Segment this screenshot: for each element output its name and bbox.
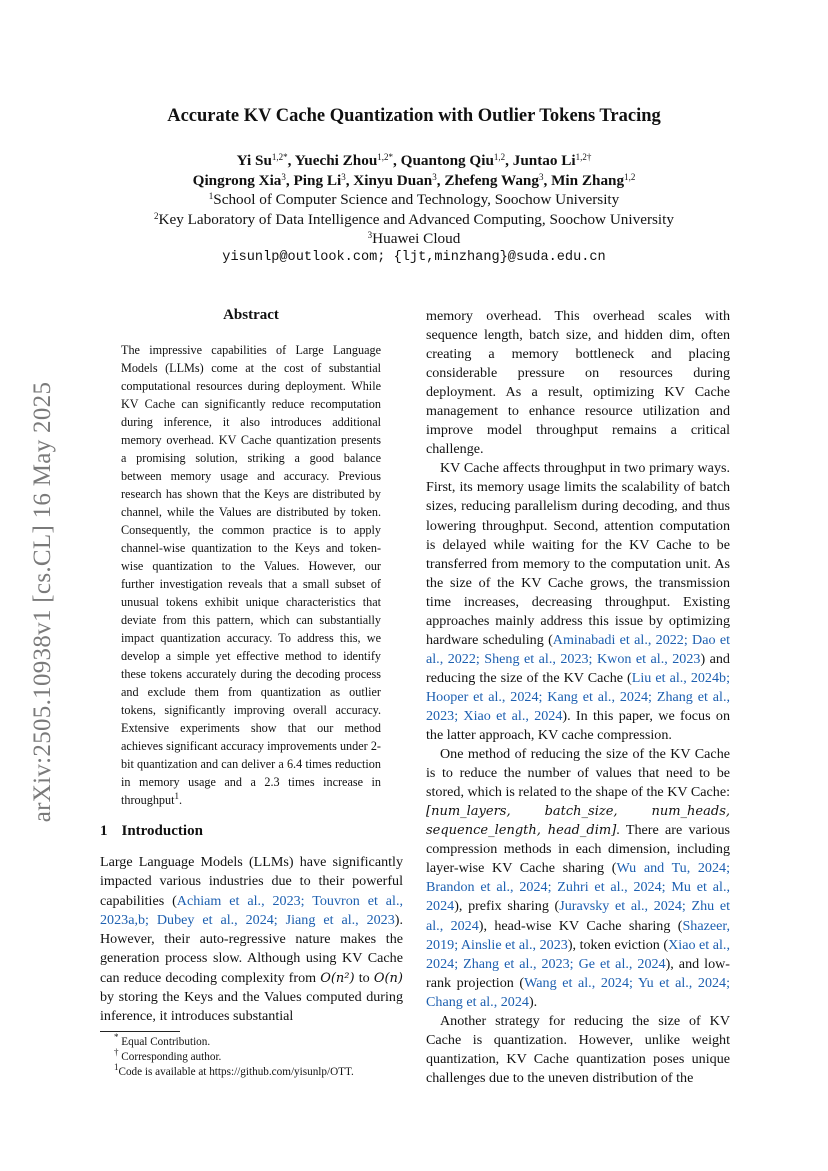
affiliation-text: Huawei Cloud — [372, 230, 461, 247]
footnote-item — [100, 1032, 410, 1050]
author-name: Yuechi Zhou — [294, 152, 378, 169]
right-column — [426, 307, 730, 1088]
paragraph-text: memory overhead. This overhead scales with sequence length, batch size, and hidden dim, often creating a memory bottleneck and placing considerable pressure on resources during deployment. As a result, optimizing KV Cache management to enhance resource utilization and improve model throughput remains a critical challenge. — [426, 308, 730, 458]
paragraph-text: Another strategy for reducing the size of KV Cache is quantization. However, unlike weight quantization, KV Cache quantization poses unique challenges due to the uneven distribution of the — [426, 1012, 730, 1086]
paragraph-text: One method of reducing the size of the KV Cache is to reduce the number of values that need to be stored, which is related to the shape of the KV Cache: — [426, 746, 730, 801]
author-name: Ping Li — [293, 172, 342, 189]
footnote-mark: 1 — [114, 1062, 119, 1072]
authors-line-2: Qingrong Xia$^3$, Ping Li$^3$, Xinyu Duan$^3$, Zhefeng Wang$^3$, Min Zhang$^{1,2}$ — [192, 172, 636, 189]
paragraph-text: KV Cache affects throughput in two primary ways. First, its memory usage limits the scalability of batch sizes, reducing parallelism during decoding, and thus lowering throughput. Second, attention computation is delayed while waiting for the KV Cache to be transferred from memory to the computation unit. As the size of the KV Cache grows, the transmission time increases, decreasing throughput. Existing approaches mainly address this issue by optimizing hardware scheduling ( — [426, 460, 730, 648]
intro-text: by storing the Keys and the Values computed during inference, it introduces substantial — [100, 989, 403, 1025]
footnote-text: Equal Contribution. — [121, 1036, 211, 1048]
authors-line-1: Yi $Su^{1,2*}$, Yuechi Zhou$^{1,2*}$, Quantong Qiu$^{1,2}$, Juntao $Li^{1,2\dagger}$ — [236, 152, 592, 169]
author-affiliation-mark: 1,2* — [377, 152, 394, 162]
author-name: Zhefeng Wang — [444, 172, 539, 189]
footnote-item — [100, 1062, 410, 1080]
intro-paragraph — [100, 853, 403, 1027]
citation-link[interactable]: Wu and Tu, 2024; Brandon et al., 2024; Zuhri et al., 2024; Mu et al., 2024 — [426, 860, 730, 915]
author-affiliation-mark: 3 — [341, 172, 346, 182]
abstract-body: The impressive capabilities of Large Language Models (LLMs) come at the cost of substantial computational resources during deployment. While KV Cache can significantly reduce recomputation during inference, it also introduces additional memory overhead. KV Cache quantization presents a promising solution, striking a good balance between memory usage and accuracy. Previous research has shown that the Keys are distributed by channel, while the Values are distributed by token. Consequently, the common practice is to apply channel-wise quantization to the Keys and token-wise quantization to the Values. However, our further investigation reveals that a small subset of unusual tokens exhibit unique characteristics that deviate from this pattern, which can substantially impact quantization accuracy. To address this, we develop a simple yet effective method to identify these tokens accurately during the decoding process and exclude them from quantization as outlier tokens, significantly improving overall accuracy. Extensive experiments show that our method achieves significant accuracy improvements under 2-bit quantization and can deliver a 6.4 times reduction in memory usage and a 2.3 times increase in throughput$^1$. — [121, 343, 381, 807]
author-affiliation-mark: 1,2 — [624, 172, 636, 182]
footnote-rule — [100, 1031, 180, 1032]
affiliation-text: Key Laboratory of Data Intelligence and Advanced Computing, Soochow University — [158, 211, 674, 228]
affiliation-mark: 2 — [154, 211, 159, 221]
section-number: 1 — [100, 823, 108, 839]
paragraph-text: ). In this paper, we focus on the latter approach, KV cache compression. — [426, 707, 730, 744]
author-affiliation-mark: 3 — [432, 172, 437, 182]
paragraph-text: ). — [528, 993, 538, 1010]
paragraph — [426, 1012, 730, 1088]
abstract-text: The impressive capabilities of Large Language Models (LLMs) come at the cost of substantial computational resources during deployment. While KV Cache can significantly reduce recomputation during inference, it also introduces additional memory overhead. KV Cache quantization presents a promising solution, striking a good balance between memory usage and accuracy. Previous research has shown that the Keys are distributed by channel, while the Values are distributed by token. Consequently, the common practice is to apply channel-wise quantization to the Keys and token-wise quantization to the Values. However, our further investigation reveals that a small subset of unusual tokens exhibit unique characteristics that deviate from this pattern, which can substantially impact quantization accuracy. To address this, we develop a simple yet effective method to identify these tokens accurately during the decoding process and exclude them from quantization as outlier tokens, significantly improving overall accuracy. Extensive experiments show that our method achieves significant accuracy improvements under 2-bit quantization and can deliver a 6.4 times reduction in memory usage and a 2.3 times increase in throughput — [121, 343, 381, 807]
affiliation-1 — [100, 191, 728, 209]
footnote-mark: † — [114, 1047, 119, 1057]
author-affiliation-mark: 1,2 — [493, 152, 506, 162]
author-name: Quantong Qiu — [400, 152, 494, 169]
paragraph — [426, 307, 730, 459]
paragraph-text: ), token eviction ( — [567, 936, 669, 953]
author-name: Min Zhang — [551, 172, 625, 189]
footnote-mark[interactable]: 1 — [174, 791, 179, 801]
footnote-text[interactable]: Code is available at https://github.com/yisunlp/OTT. — [118, 1066, 354, 1078]
abstract-heading: Abstract — [223, 307, 279, 323]
author-affiliation-mark: 1,2† — [575, 152, 592, 162]
footnotes — [100, 1032, 410, 1080]
paragraph-text: ), prefix sharing ( — [454, 898, 560, 915]
math-expression: [num_layers, batch_size, num_heads, sequence_length, head_dim] — [426, 804, 730, 839]
affiliation-text: School of Computer Science and Technology, Soochow University — [213, 191, 620, 208]
footnote-text: Corresponding author. — [121, 1051, 222, 1063]
citation-link[interactable]: Shazeer, 2019; Ainslie et al., 2023 — [426, 917, 731, 953]
math-expression: O(n²) — [320, 970, 355, 986]
intro-text: ). However, their auto-regressive nature makes the generation process slow. Although using KV Cache can reduce decoding complexity from — [100, 911, 403, 986]
paragraph-text: ), and low-rank projection ( — [426, 955, 730, 991]
citation-link[interactable]: Liu et al., 2024b; Hooper et al., 2024; Kang et al., 2024; Zhang et al., 2023; Xiao et al., 2024 — [426, 669, 730, 724]
citation-link[interactable]: Achiam et al., 2023; Touvron et al., 2023a,b; Dubey et al., 2024; Jiang et al., 2023 — [100, 892, 403, 928]
citation-link[interactable]: Aminabadi et al., 2022; Dao et al., 2022; Sheng et al., 2023; Kwon et al., 2023 — [426, 631, 730, 667]
citation-link[interactable]: Xiao et al., 2024; Zhang et al., 2023; Ge et al., 2024 — [426, 936, 730, 972]
author-name: Xinyu Duan — [353, 172, 433, 189]
affiliation-mark: 3 — [367, 230, 373, 240]
author-name: Juntao Li — [512, 152, 576, 169]
footnote-mark: * — [114, 1032, 119, 1042]
author-affiliation-mark: 3 — [538, 172, 544, 182]
paragraph-text: ) and reducing the size of the KV Cache ( — [426, 650, 730, 686]
paragraph — [426, 459, 730, 745]
affiliation-2 — [100, 211, 728, 229]
author-affiliation-mark: 3 — [281, 172, 286, 182]
citation-link[interactable]: Juravsky et al., 2024; Zhu et al., 2024 — [426, 898, 731, 934]
paper-title: Accurate KV Cache Quantization with Outlier Tokens Tracing — [167, 106, 661, 126]
author-email[interactable]: yisunlp@outlook.com; {ljt,minzhang}@suda.edu.cn — [222, 250, 606, 265]
affiliation-3 — [100, 230, 728, 248]
paragraph — [426, 745, 730, 1012]
affiliation-mark: 1 — [208, 191, 214, 201]
section-heading-introduction — [100, 823, 203, 840]
author-name: Qingrong Xia — [192, 172, 282, 189]
math-expression: O(n) — [373, 970, 403, 986]
paragraph-text: . There are various compression methods in each dimension, including layer-wise KV Cache sharing ( — [426, 822, 730, 877]
arxiv-stamp: arXiv:2505.10938v1 [cs.CL] 16 May 2025 — [29, 381, 56, 823]
footnote-item — [100, 1047, 410, 1065]
paragraph-text: ), head-wise KV Cache sharing ( — [478, 917, 683, 934]
section-title: Introduction — [121, 823, 203, 839]
citation-link[interactable]: Wang et al., 2024; Yu et al., 2024; Chang et al., 2024 — [426, 974, 730, 1010]
intro-text: Large Language Models (LLMs) have significantly impacted various industries due to their powerful capabilities ( — [100, 854, 403, 909]
author-affiliation-mark: 1,2* — [271, 152, 288, 162]
author-name: Yi Su — [236, 152, 272, 169]
intro-text: to — [354, 969, 374, 986]
